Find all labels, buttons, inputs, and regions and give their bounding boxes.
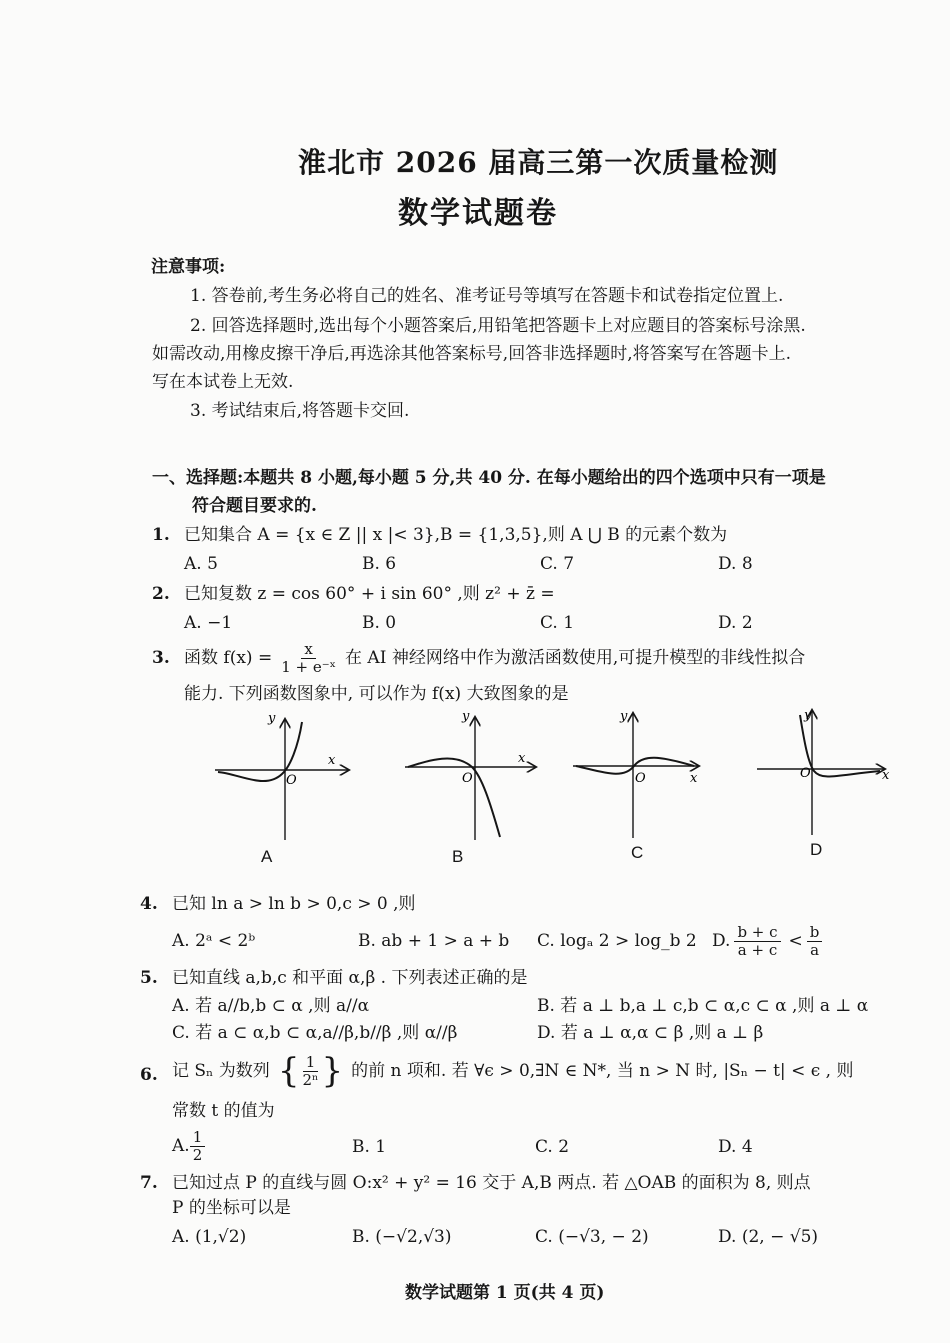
origin-label: O xyxy=(462,771,473,786)
section-heading-line-1: 一、选择题:本题共 8 小题,每小题 5 分,共 40 分. 在每小题给出的四个选项中只有一项是 xyxy=(152,468,826,488)
question-5-option-b: B. 若 a ⊥ b,a ⊥ c,b ⊂ α,c ⊂ α ,则 a ⊥ α xyxy=(537,996,869,1016)
fraction-denominator: a xyxy=(810,940,820,959)
notes-item-2-line-3: 写在本试卷上无效. xyxy=(152,372,294,392)
option-d-fraction-right xyxy=(807,924,823,959)
fraction-denominator: 2ⁿ xyxy=(302,1070,319,1089)
axis-y-label: y xyxy=(804,708,812,723)
question-5-option-a: A. 若 a//b,b ⊂ α ,则 a//α xyxy=(172,996,370,1016)
question-3-stem-post: 在 AI 神经网络中作为激活函数使用,可提升模型的非线性拟合 xyxy=(345,648,806,668)
fraction-numerator: 1 xyxy=(303,1054,319,1072)
fraction-denominator: 2 xyxy=(192,1145,203,1164)
question-1-option-a: A. 5 xyxy=(184,554,218,574)
notes-item-2-line-2: 如需改动,用橡皮擦干净后,再选涂其他答案标号,回答非选择题时,将答案写在答题卡上. xyxy=(152,344,792,364)
axis-y-label: y xyxy=(268,712,276,726)
question-6-option-d: D. 4 xyxy=(718,1137,753,1157)
question-6-option-c: C. 2 xyxy=(535,1137,570,1157)
question-2-stem: 已知复数 z = cos 60° + i sin 60° ,则 z² + z̄ = xyxy=(184,584,555,604)
question-4-option-a: A. 2ᵃ < 2ᵇ xyxy=(172,931,256,951)
question-number: 4. xyxy=(140,894,158,914)
graph-d xyxy=(752,705,892,840)
question-number: 1. xyxy=(152,525,170,545)
origin-label: O xyxy=(635,771,646,786)
graph-a xyxy=(210,712,355,847)
question-number: 2. xyxy=(152,584,170,604)
notes-heading: 注意事项: xyxy=(151,257,226,277)
question-3-stem xyxy=(184,638,805,678)
question-6-option-b: B. 1 xyxy=(352,1137,387,1157)
question-1-option-c: C. 7 xyxy=(540,554,575,574)
notes-item-3: 3. 考试结束后,将答题卡交回. xyxy=(190,401,410,421)
graph-a-label: A xyxy=(261,847,273,866)
question-7-stem-line-2: P 的坐标可以是 xyxy=(172,1198,291,1218)
question-5-option-c: C. 若 a ⊂ α,b ⊂ α,a//β,b//β ,则 α//β xyxy=(172,1023,458,1043)
question-6-option-a xyxy=(172,1126,205,1166)
axis-x-label: x xyxy=(690,771,698,786)
exam-subtitle: 数学试题卷 xyxy=(398,196,558,231)
option-d-prefix: D. xyxy=(712,931,731,951)
option-a-fraction xyxy=(190,1129,206,1164)
question-2-option-c: C. 1 xyxy=(540,613,575,633)
question-7-option-b: B. (−√2,√3) xyxy=(352,1227,452,1247)
graph-d-label: D xyxy=(810,840,823,859)
fraction-numerator: 1 xyxy=(190,1129,206,1147)
graph-c-label: C xyxy=(631,843,644,862)
question-6-stem-line-2: 常数 t 的值为 xyxy=(172,1101,275,1121)
question-number: 5. xyxy=(140,968,158,988)
question-number: 3. xyxy=(152,648,170,668)
fraction-numerator: x xyxy=(301,641,315,659)
question-4-option-d xyxy=(712,918,822,964)
axis-x-label: x xyxy=(882,768,890,783)
graph-c xyxy=(568,708,708,843)
question-2-option-a: A. −1 xyxy=(184,613,233,633)
question-5-option-d: D. 若 a ⊥ α,α ⊂ β ,则 a ⊥ β xyxy=(537,1023,764,1043)
question-4-option-c: C. logₐ 2 > log_b 2 xyxy=(537,931,697,951)
question-1-stem: 已知集合 A = {x ∈ Z || x |< 3},B = {1,3,5},则 A ⋃ B 的元素个数为 xyxy=(184,525,728,545)
question-number: 6. xyxy=(140,1065,158,1085)
graph-b xyxy=(400,712,545,847)
exam-title: 淮北市 2026 届高三第一次质量检测 xyxy=(298,146,779,179)
option-d-fraction-left xyxy=(734,924,780,959)
notes-item-2-line-1: 2. 回答选择题时,选出每个小题答案后,用铅笔把答题卡上对应题目的答案标号涂黑. xyxy=(190,316,806,336)
question-1-option-b: B. 6 xyxy=(362,554,397,574)
origin-label: O xyxy=(800,766,811,781)
right-brace-icon: } xyxy=(321,1051,344,1091)
question-6-stem xyxy=(172,1048,853,1094)
notes-item-1: 1. 答卷前,考生务必将自己的姓名、准考证号等填写在答题卡和试卷指定位置上. xyxy=(190,286,784,306)
question-4-stem: 已知 ln a > ln b > 0,c > 0 ,则 xyxy=(172,894,416,914)
option-a-prefix: A. xyxy=(172,1136,190,1156)
question-3-stem-pre: 函数 f(x) = xyxy=(184,648,273,668)
axis-x-label: x xyxy=(328,753,336,768)
option-d-operator: < xyxy=(788,931,803,951)
axis-x-label: x xyxy=(518,751,526,766)
axis-y-label: y xyxy=(462,712,470,724)
question-6-stem-post: 的前 n 项和. 若 ∀ϵ > 0,∃N ∈ N*, 当 n > N 时, |Sₙ − t| < ϵ , 则 xyxy=(351,1061,854,1081)
question-4-option-b: B. ab + 1 > a + b xyxy=(358,931,510,951)
question-number: 7. xyxy=(140,1173,158,1193)
fraction-numerator: b + c xyxy=(734,924,780,942)
graph-b-label: B xyxy=(452,847,464,866)
question-7-option-d: D. (2, − √5) xyxy=(718,1227,819,1247)
question-6-stem-pre: 记 Sₙ 为数列 xyxy=(172,1061,270,1081)
question-7-option-c: C. (−√3, − 2) xyxy=(535,1227,649,1247)
activation-function-fraction xyxy=(278,641,339,676)
question-2-option-b: B. 0 xyxy=(362,613,397,633)
question-5-stem: 已知直线 a,b,c 和平面 α,β . 下列表述正确的是 xyxy=(172,968,528,988)
question-7-option-a: A. (1,√2) xyxy=(172,1227,247,1247)
left-brace-icon: { xyxy=(277,1051,300,1091)
question-2-option-d: D. 2 xyxy=(718,613,753,633)
question-7-stem-line-1: 已知过点 P 的直线与圆 O:x² + y² = 16 交于 A,B 两点. 若 △OAB 的面积为 8, 则点 xyxy=(172,1173,811,1193)
fraction-denominator: a + c xyxy=(737,940,778,959)
question-1-option-d: D. 8 xyxy=(718,554,753,574)
fraction-denominator: 1 + e⁻ˣ xyxy=(281,657,337,676)
sequence-fraction xyxy=(299,1054,321,1089)
fraction-numerator: b xyxy=(807,924,823,942)
page-footer: 数学试题第 1 页(共 4 页) xyxy=(405,1283,605,1303)
origin-label: O xyxy=(286,773,297,788)
axis-y-label: y xyxy=(620,709,628,724)
section-heading-line-2: 符合题目要求的. xyxy=(192,496,317,516)
question-3-stem-line-2: 能力. 下列函数图象中, 可以作为 f(x) 大致图象的是 xyxy=(184,684,569,704)
